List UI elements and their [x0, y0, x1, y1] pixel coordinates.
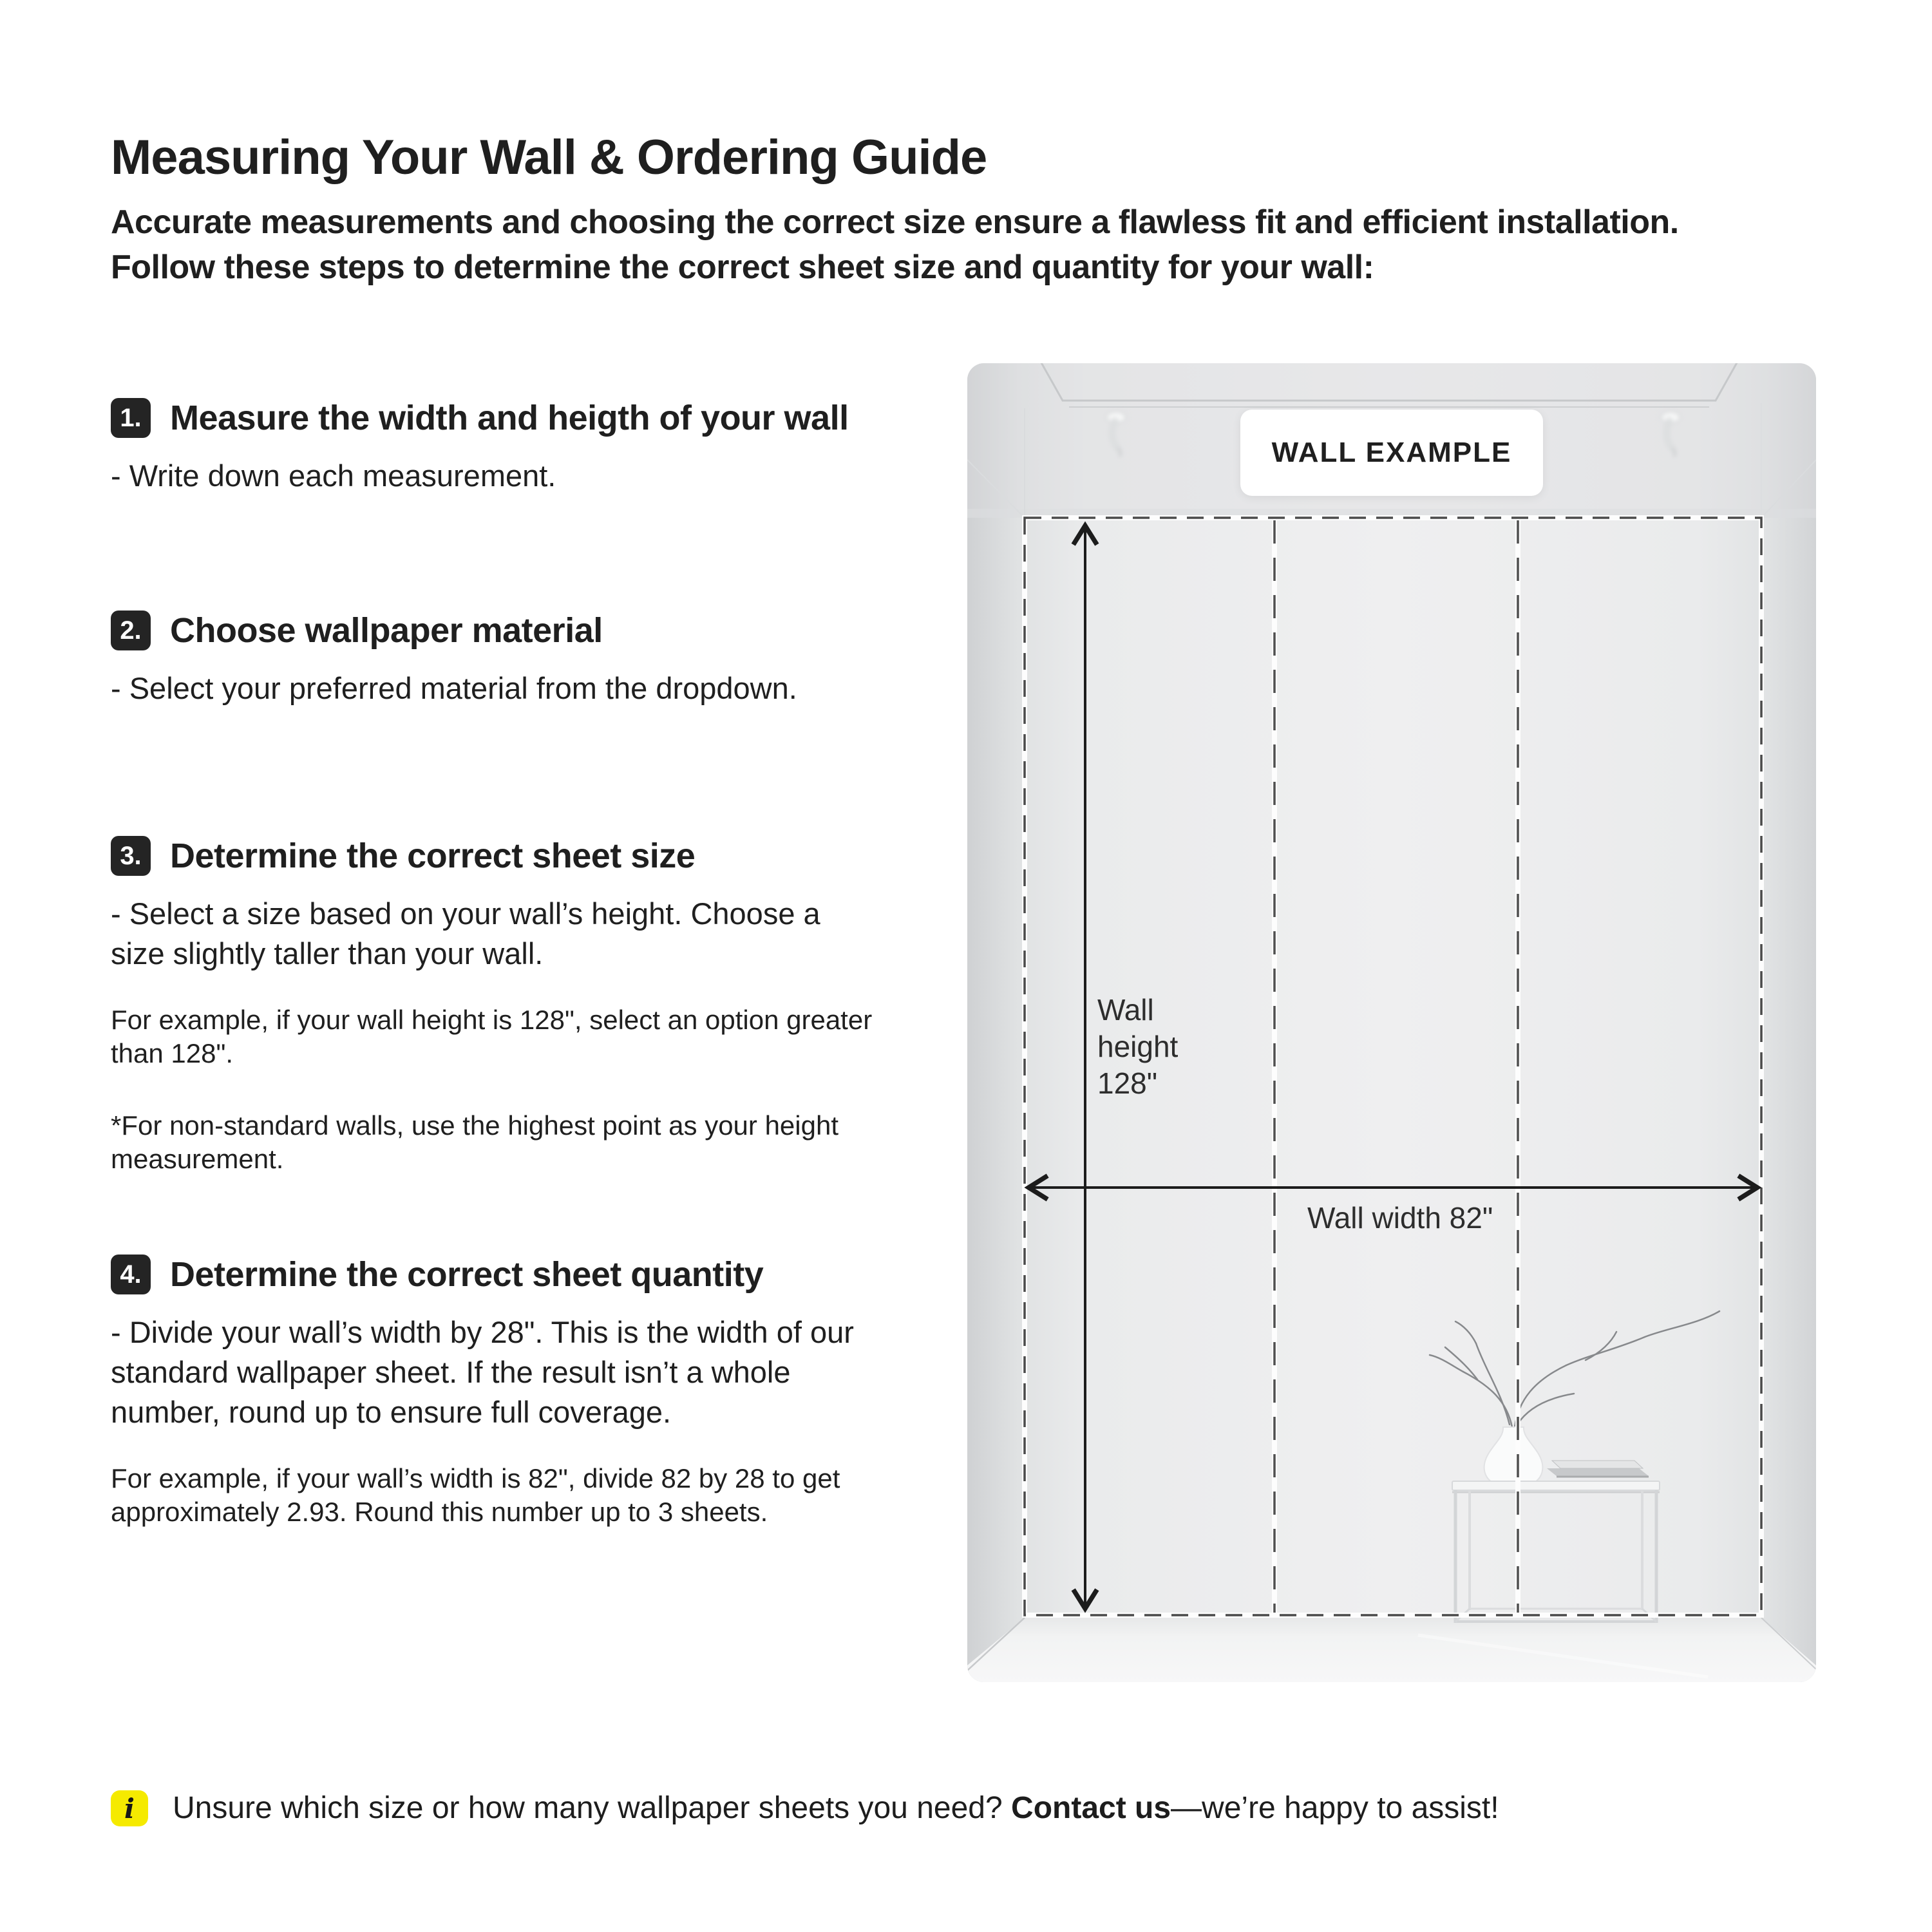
books — [1547, 1461, 1649, 1477]
step-1-section — [111, 398, 987, 496]
wall-example-photo — [967, 363, 1816, 1682]
intro-text: Accurate measurements and choosing the correct size ensure a flawless fit and efficient installation. Follow these steps to determine the correct sheet size and quantity for your wall: — [111, 204, 1679, 286]
footer-text-before: Unsure which size or how many wallpaper sheets you need? — [173, 1791, 1012, 1825]
step-2-section — [111, 611, 987, 708]
footer-text — [173, 1789, 1499, 1828]
back-wall — [967, 363, 1816, 1682]
step-3-number-badge: 3. — [111, 836, 151, 876]
wall-width-label: Wall width 82" — [1307, 1201, 1493, 1235]
step-3-title: Determine the correct sheet size — [170, 837, 696, 875]
contact-us-link[interactable]: Contact us — [1011, 1791, 1171, 1825]
step-2-body: - Select your preferred material from the dropdown. — [111, 671, 797, 705]
step-4-title: Determine the correct sheet quantity — [170, 1255, 764, 1294]
step-3-section — [111, 836, 987, 1176]
room-illustration — [967, 363, 1816, 1682]
wall-example-label: WALL EXAMPLE — [1240, 410, 1543, 496]
step-1-heading — [111, 398, 987, 438]
step-3-heading — [111, 836, 987, 876]
footer-help-note — [111, 1789, 1499, 1828]
step-4-body: - Divide your wall’s width by 28". This is the width of our standard wallpaper sheet. If the result isn’t a whole number, round up to ensure full coverage. — [111, 1315, 854, 1429]
step-4-heading — [111, 1255, 987, 1294]
step-3-example: For example, if your wall height is 128", select an option greater than 128". — [111, 1005, 873, 1068]
step-2-title: Choose wallpaper material — [170, 611, 603, 650]
step-4-number-badge: 4. — [111, 1255, 151, 1294]
page-title: Measuring Your Wall & Ordering Guide — [111, 129, 987, 185]
step-1-title: Measure the width and heigth of your wall — [170, 399, 849, 437]
footer-text-after: —we’re happy to assist! — [1171, 1791, 1499, 1825]
step-3-body: - Select a size based on your wall’s height. Choose a size slightly taller than your wall. — [111, 896, 820, 971]
step-1-number-badge: 1. — [111, 398, 151, 438]
step-4-section — [111, 1255, 987, 1529]
step-1-body: - Write down each measurement. — [111, 459, 556, 493]
wall-height-label: Wall height 128" — [1097, 993, 1179, 1100]
step-2-number-badge: 2. — [111, 611, 151, 650]
step-3-note: *For non-standard walls, use the highest point as your height measurement. — [111, 1110, 839, 1174]
floor — [967, 1618, 1816, 1682]
step-4-example: For example, if your wall’s width is 82", divide 82 by 28 to get approximately 2.93. Round this number up to 3 sheets. — [111, 1463, 840, 1527]
step-2-heading — [111, 611, 987, 650]
info-icon: i — [111, 1790, 148, 1826]
